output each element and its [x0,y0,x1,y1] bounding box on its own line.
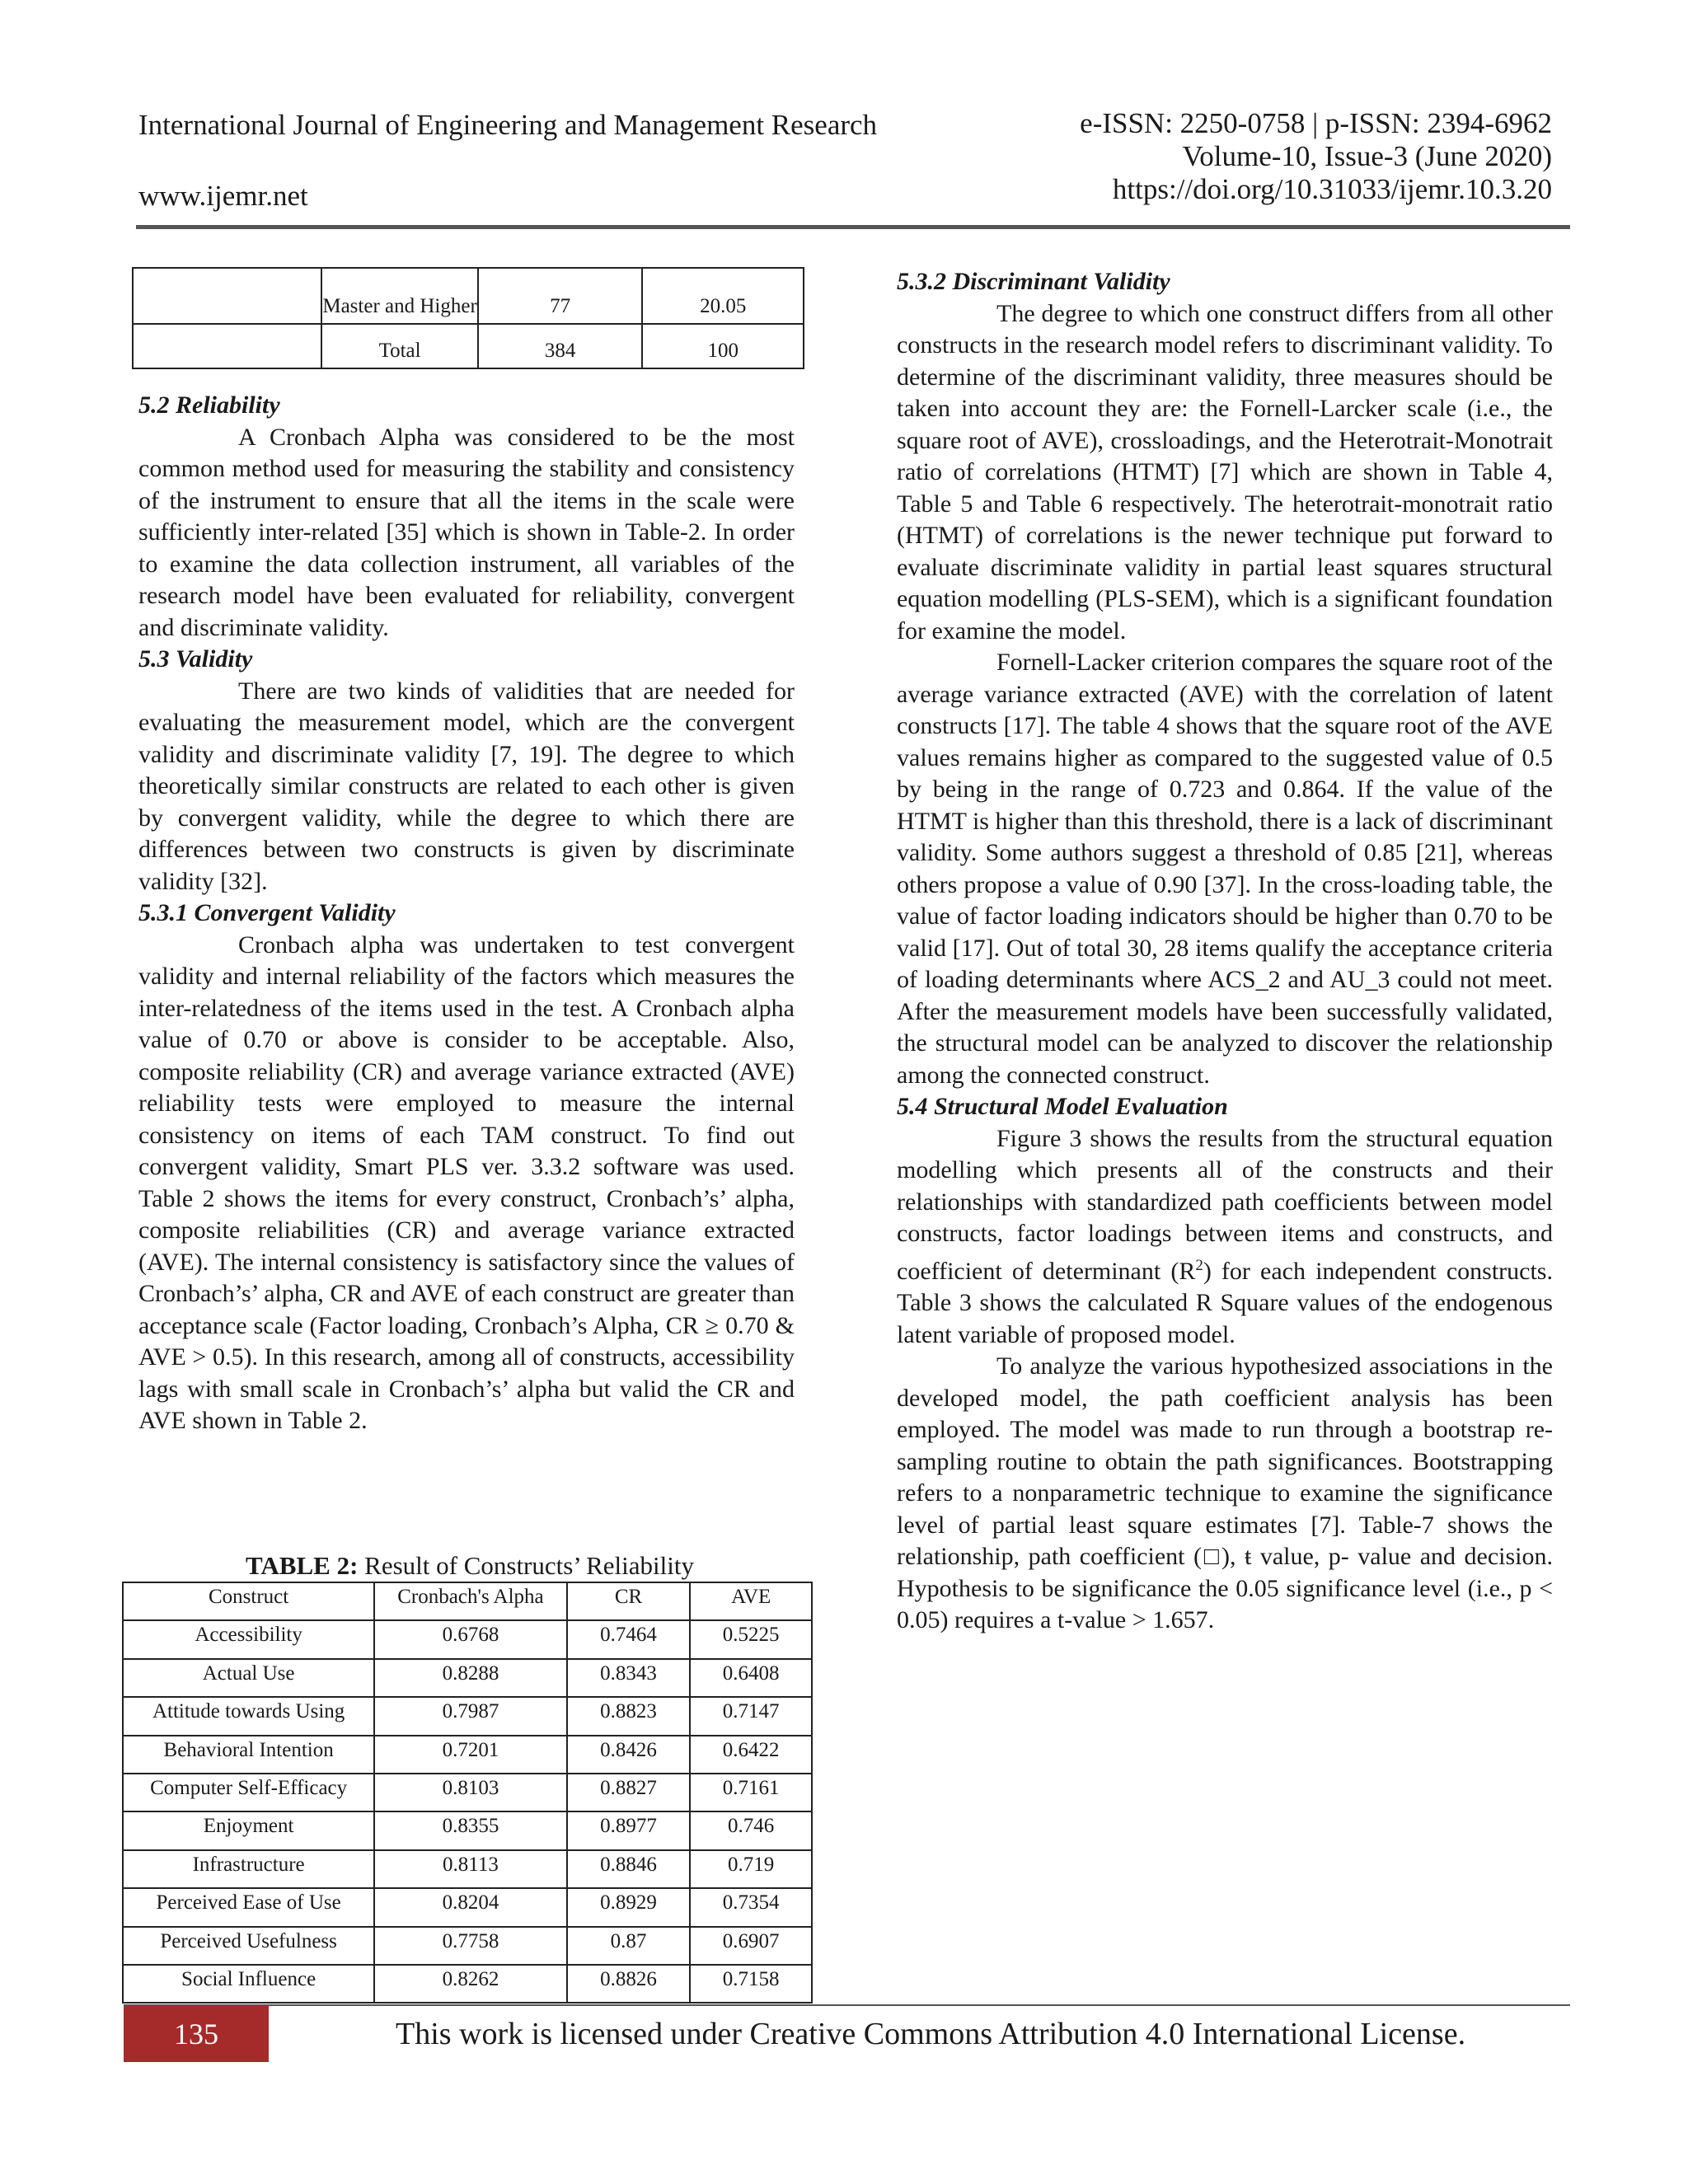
table-cell: 0.6768 [374,1620,566,1658]
table-cell: Enjoyment [123,1811,374,1849]
table-cell: 20.05 [642,268,804,324]
text-run: Figure 3 shows the results from the structural equation modelling which presents all of the constructs and their relationships with standardized path coefficients between model constructs, factor loadings between items and constructs, and coefficient of determinant (R [897,1124,1553,1285]
table-cell: 0.8823 [567,1697,691,1735]
table-cell: 0.8827 [567,1774,691,1811]
text-run: ) for each independent constructs. Table 3 shows the calculated R Square values of the endogenous latent variable of proposed model. [897,1257,1553,1348]
table-cell [133,324,321,368]
table-row [133,268,804,324]
table-cell: 0.6422 [690,1736,812,1774]
right-column [897,266,1553,1637]
table-row [123,1927,812,1965]
table-cell: 0.6408 [690,1659,812,1697]
table-cell: 0.8929 [567,1888,691,1926]
table-cell: 0.8977 [567,1811,691,1849]
table-row [123,1774,812,1811]
demographics-table [132,267,804,369]
table-cell: 0.7758 [374,1927,566,1965]
paragraph: There are two kinds of validities that are needed for evaluating the measurement model, which are the convergent validity and discriminate validity [7, 19]. The degree to which theoretically similar constructs are related to each other is given by convergent validity, while the degree to which there are differences between two constructs is given by discriminate validity [32]. [138,677,795,895]
doi-link[interactable]: https://doi.org/10.31033/ijemr.10.3.20 [1112,173,1552,205]
table-cell: Behavioral Intention [123,1736,374,1774]
table-cell: 77 [478,268,643,324]
paragraph: The degree to which one construct differs from all other constructs in the research model refers to discriminant validity. To determine of the discriminant validity, three measures should be taken into account they are: the Fornell-Larcker scale (i.e., the square root of AVE), crossloadings, and the Heterotrait-Monotrait ratio of correlations (HTMT) [7] which are shown in Table 4, Table 5 and Table 6 respectively. The heterotrait-monotrait ratio (HTMT) of correlations is the newer technique put forward to evaluate discriminate validity in partial least squares structural equation modelling (PLS-SEM), which is a significant foundation for examine the model. [897,299,1553,644]
table-cell: Master and Higher [321,268,478,324]
table-cell: 0.8343 [567,1659,691,1697]
section-heading-structural: 5.4 Structural Model Evaluation [897,1093,1228,1120]
column-header: Construct [123,1582,374,1620]
paragraph: To analyze the various hypothesized associations in the developed model, the path coefficient analysis has been employed. The model was made to run through a bootstrap re-sampling routine to obtain the path significances. Bootstrapping refers to a nonparametric technique to examine the significance level of partial least square estimates [7]. Table-7 shows the relationship, path coefficient (□), ŧ value, p- value and decision. Hypothesis to be significance the 0.05 significance level (i.e., p < 0.05) requires a t-value > 1.657. [897,1352,1553,1633]
table-cell: 0.87 [567,1927,691,1965]
paragraph: A Cronbach Alpha was considered to be the most common method used for measuring the stability and consistency of the instrument to ensure that all the items in the scale were sufficiently inter-related [35] which is shown in Table-2. In order to examine the data collection instrument, all variables of the research model have been evaluated for reliability, convergent and discriminate validity. [138,423,795,641]
paragraph: Cronbach alpha was undertaken to test convergent validity and internal reliability of the factors which measures the inter-relatedness of the items used in the test. A Cronbach alpha value of 0.70 or above is consider to be acceptable. Also, composite reliability (CR) and average variance extracted (AVE) reliability tests were employed to measure the internal consistency on items of each TAM construct. To find out convergent validity, Smart PLS ver. 3.3.2 software was used. Table 2 shows the items for every construct, Cronbach’s’ alpha, composite reliabilities (CR) and average variance extracted (AVE). The internal consistency is satisfactory since the values of Cronbach’s’ alpha, CR and AVE of each construct are greater than acceptance scale (Factor loading, Cronbach’s Alpha, CR ≥ 0.70 & AVE > 0.5). In this research, among all of constructs, accessibility lags with small scale in Cronbach’s’ alpha but valid the CR and AVE shown in Table 2. [138,930,795,1434]
volume-issue: Volume-10, Issue-3 (June 2020) [1182,140,1552,172]
table-cell: 0.8846 [567,1850,691,1888]
paragraph: Fornell-Lacker criterion compares the square root of the average variance extracted (AVE) with the correlation of latent constructs [17]. The table 4 shows that the square root of the AVE values remains higher as compared to the suggested value of 0.5 by being in the range of 0.723 and 0.864. If the value of the HTMT is higher than this threshold, there is a lack of discriminant validity. Some authors suggest a threshold of 0.85 [21], whereas others propose a value of 0.90 [37]. In the cross-loading table, the value of factor loading indicators should be higher than 0.70 to be valid [17]. Out of total 30, 28 items qualify the acceptance criteria of loading determinants where ACS_2 and AU_3 could not meet. After the measurement models have been successfully validated, the structural model can be analyzed to discover the relationship among the connected construct. [897,649,1553,1089]
table-cell: 0.7464 [567,1620,691,1658]
table-cell: 0.7158 [690,1965,812,2003]
issn: e-ISSN: 2250-0758 | p-ISSN: 2394-6962 [1080,107,1552,139]
left-column [138,390,795,1437]
table-cell: Actual Use [123,1659,374,1697]
journal-identifiers [1080,107,1552,206]
table-cell: 0.8113 [374,1850,566,1888]
table-cell: Total [321,324,478,368]
table-caption-label: TABLE 2: [246,1551,359,1580]
table-cell: Infrastructure [123,1850,374,1888]
table-row [123,1620,812,1658]
table-cell: 0.719 [690,1850,812,1888]
table-cell: Perceived Ease of Use [123,1888,374,1926]
website-link[interactable]: www.ijemr.net [138,180,308,212]
section-heading-validity: 5.3 Validity [138,645,253,673]
table-cell: 0.8355 [374,1811,566,1849]
table-row [123,1965,812,2003]
table-cell: 0.7147 [690,1697,812,1735]
table-cell: 0.8826 [567,1965,691,2003]
table-row [123,1888,812,1926]
table-cell: 0.8426 [567,1736,691,1774]
license-notice[interactable]: This work is licensed under Creative Commons Attribution 4.0 International License. [396,2017,1466,2051]
table-cell [133,268,321,324]
table-caption-text: Result of Constructs’ Reliability [358,1551,694,1580]
table-row [133,324,804,368]
table-cell: Computer Self-Efficacy [123,1774,374,1811]
column-header: Cronbach's Alpha [374,1582,566,1620]
subsection-heading-convergent: 5.3.1 Convergent Validity [138,899,396,926]
journal-title: International Journal of Engineering and Management Research [138,109,878,141]
table-cell: 0.7987 [374,1697,566,1735]
reliability-table [122,1582,813,2004]
table-header-row [123,1582,812,1620]
table-cell: 384 [478,324,643,368]
superscript: 2 [1195,1256,1203,1274]
table-cell: 0.7161 [690,1774,812,1811]
table-cell: 0.7354 [690,1888,812,1926]
table-row [123,1811,812,1849]
table-cell: 0.5225 [690,1620,812,1658]
table-cell: 100 [642,324,804,368]
table-cell: 0.7201 [374,1736,566,1774]
table-cell: 0.8204 [374,1888,566,1926]
table-row [123,1697,812,1735]
column-header: CR [567,1582,691,1620]
table-cell: Attitude towards Using [123,1697,374,1735]
footer-divider [124,2004,1570,2006]
table-cell: Social Influence [123,1965,374,2003]
section-heading-reliability: 5.2 Reliability [138,391,280,419]
table-cell: 0.6907 [690,1927,812,1965]
column-header: AVE [690,1582,812,1620]
table-caption [124,1550,816,1582]
page-number: 135 [124,2006,269,2062]
subsection-heading-discriminant: 5.3.2 Discriminant Validity [897,268,1170,295]
table-cell: 0.8288 [374,1659,566,1697]
table-cell: 0.8103 [374,1774,566,1811]
table-row [123,1850,812,1888]
paragraph [897,1123,1553,1352]
table-cell: Accessibility [123,1620,374,1658]
header-divider [136,225,1570,229]
table-cell: Perceived Usefulness [123,1927,374,1965]
table-cell: 0.746 [690,1811,812,1849]
table-cell: 0.8262 [374,1965,566,2003]
table-row [123,1659,812,1697]
table-row [123,1736,812,1774]
